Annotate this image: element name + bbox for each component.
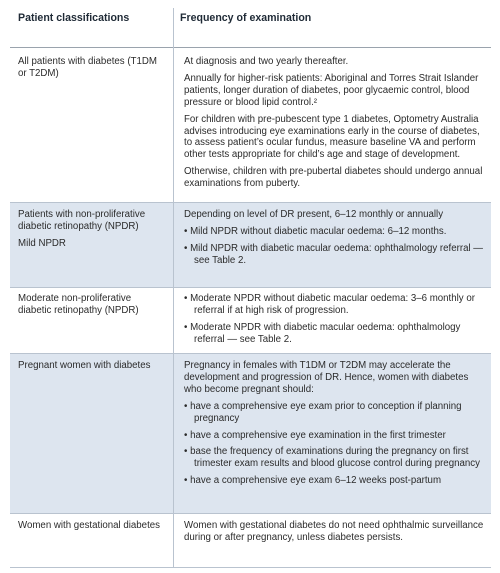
column-divider xyxy=(173,8,174,568)
header-frequency-of-examination: Frequency of examination xyxy=(180,12,312,24)
bullet-item: • Mild NPDR without diabetic macular oedema: 6–12 months. xyxy=(184,225,447,237)
patient-classification-cell xyxy=(18,209,160,255)
patient-classification-cell xyxy=(18,56,160,85)
frequency-cell xyxy=(184,56,484,195)
row-divider xyxy=(10,202,491,203)
frequency-cell xyxy=(184,209,484,272)
table-row xyxy=(10,513,491,568)
paragraph: For children with pre-pubescent type 1 diabetes, Optometry Australia advises introducing eye examinations early in the course of diabetes, to assess patient’s ocular fundus, measure baseline VA and perform other tests appropriate for child’s age and stage of development. xyxy=(184,113,480,161)
classification-text: Pregnant women with diabetes xyxy=(18,360,151,371)
patient-classification-cell xyxy=(18,360,160,377)
paragraph: Depending on level of DR present, 6–12 monthly or annually xyxy=(184,209,444,220)
table-row xyxy=(10,48,491,202)
paragraph: Pregnancy in females with T1DM or T2DM may accelerate the development and progression of DR. Hence, women with diabetes who become pregnant should: xyxy=(184,360,469,395)
classification-text: All patients with diabetes (T1DM or T2DM) xyxy=(18,56,157,79)
frequency-cell xyxy=(184,520,484,549)
header-patient-classifications: Patient classifications xyxy=(18,12,130,24)
paragraph: Annually for higher-risk patients: Aboriginal and Torres Strait Islander patients, longer duration of diabetes, poor glycaemic control, blood pressure or blood lipid control.² xyxy=(184,72,479,108)
patient-classification-cell xyxy=(18,293,160,322)
table-row xyxy=(10,353,491,513)
bullet-item: • have a comprehensive eye exam 6–12 weeks post-partum xyxy=(184,475,442,487)
classification-text: Women with gestational diabetes xyxy=(18,520,160,531)
bullet-item: • Mild NPDR with diabetic macular oedema: ophthalmology referral — see Table 2. xyxy=(184,242,483,266)
bullet-item: • Moderate NPDR with diabetic macular oedema: ophthalmology referral — see Table 2. xyxy=(184,321,461,345)
table-row xyxy=(10,202,491,287)
examination-frequency-table xyxy=(10,8,491,568)
table-header xyxy=(10,8,491,48)
bullet-item: • have a comprehensive eye exam prior to conception if planning pregnancy xyxy=(184,400,462,424)
row-divider xyxy=(10,287,491,288)
classification-text: Mild NPDR xyxy=(18,237,66,249)
paragraph: Otherwise, children with pre-pubertal diabetes should undergo annual examinations from puberty. xyxy=(184,166,483,190)
bullet-item: • Moderate NPDR without diabetic macular oedema: 3–6 monthly or referral if at high risk of progression. xyxy=(184,293,475,316)
frequency-cell xyxy=(184,293,484,351)
classification-text: Patients with non-proliferative diabetic retinopathy (NPDR) xyxy=(18,209,146,232)
frequency-cell xyxy=(184,360,484,492)
paragraph: Women with gestational diabetes do not need ophthalmic surveillance during or after pregnancy, unless diabetes persists. xyxy=(184,520,484,543)
bullet-item: • have a comprehensive eye examination in the first trimester xyxy=(184,429,446,441)
bullet-item: • base the frequency of examinations during the pregnancy on first trimester exam results and blood glucose control during pregnancy xyxy=(184,446,480,470)
table-bottom-border xyxy=(10,567,491,568)
table-row xyxy=(10,287,491,353)
patient-classification-cell xyxy=(18,520,160,537)
row-divider xyxy=(10,513,491,514)
paragraph: At diagnosis and two yearly thereafter. xyxy=(184,56,349,67)
classification-text: Moderate non-proliferative diabetic retinopathy (NPDR) xyxy=(18,293,139,316)
row-divider xyxy=(10,353,491,354)
